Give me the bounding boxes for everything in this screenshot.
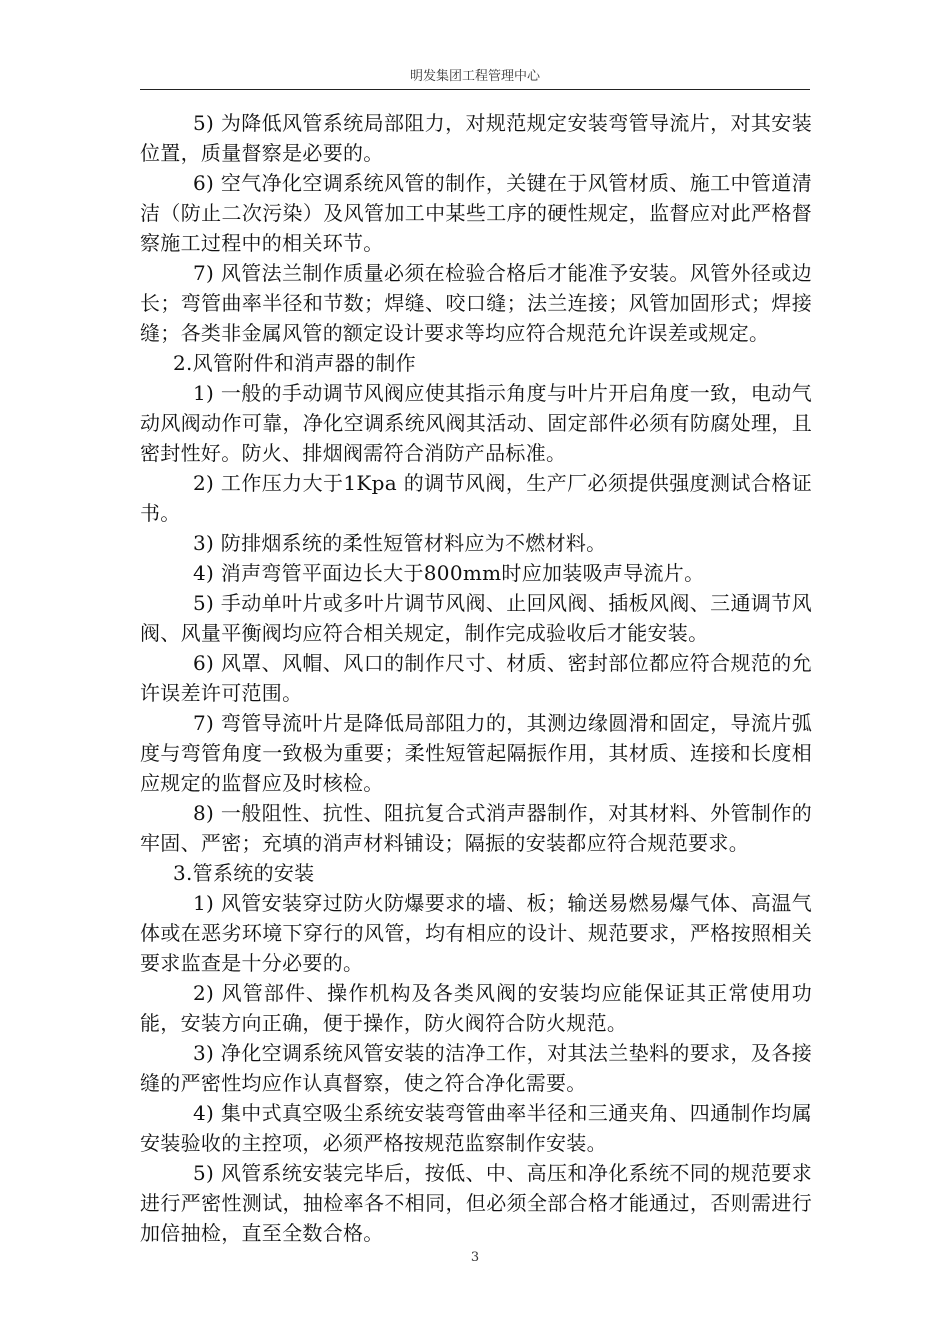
page-number: 3: [470, 1250, 480, 1265]
header-divider: [140, 89, 810, 90]
section-heading: 2.风管附件和消声器的制作: [173, 351, 416, 375]
paragraph: 5) 手动单叶片或多叶片调节风阀、止回风阀、插板风阀、三通调节风阀、风量平衡阀均应符合相关规定，制作完成验收后才能安装。: [140, 591, 812, 645]
paragraph: 1) 一般的手动调节风阀应使其指示角度与叶片开启角度一致，电动气动风阀动作可靠，净化空调系统风阀其活动、固定部件必须有防腐处理，且密封性好。防火、排烟阀需符合消防产品标准。: [140, 381, 812, 465]
paragraph: 2) 风管部件、操作机构及各类风阀的安装均应能保证其正常使用功能，安装方向正确，便于操作，防火阀符合防火规范。: [140, 981, 812, 1035]
paragraph: 6) 风罩、风帽、风口的制作尺寸、材质、密封部位都应符合规范的允许误差许可范围。: [140, 651, 812, 705]
page-header: 明发集团工程管理中心: [409, 69, 540, 84]
paragraph: 2) 工作压力大于1Kpa 的调节风阀，生产厂必须提供强度测试合格证书。: [140, 471, 812, 525]
paragraph: 8) 一般阻性、抗性、阻抗复合式消声器制作，对其材料、外管制作的牢固、严密；充填的消声材料铺设；隔振的安装都应符合规范要求。: [140, 801, 812, 855]
paragraph: 5) 风管系统安装完毕后，按低、中、高压和净化系统不同的规范要求进行严密性测试，抽检率各不相同，但必须全部合格才能通过，否则需进行加倍抽检，直至全数合格。: [140, 1161, 812, 1245]
paragraph: 3) 防排烟系统的柔性短管材料应为不燃材料。: [193, 531, 607, 555]
paragraph: 5) 为降低风管系统局部阻力，对规范规定安装弯管导流片，对其安装位置，质量督察是必要的。: [140, 111, 812, 165]
paragraph: 4) 集中式真空吸尘系统安装弯管曲率半径和三通夹角、四通制作均属安装验收的主控项，必须严格按规范监察制作安装。: [140, 1101, 812, 1155]
paragraph: 3) 净化空调系统风管安装的洁净工作，对其法兰垫料的要求，及各接缝的严密性均应作认真督察，使之符合净化需要。: [140, 1041, 812, 1095]
paragraph: 1) 风管安装穿过防火防爆要求的墙、板；输送易燃易爆气体、高温气体或在恶劣环境下穿行的风管，均有相应的设计、规范要求，严格按照相关要求监查是十分必要的。: [140, 891, 812, 975]
paragraph: 4) 消声弯管平面边长大于800mm时应加装吸声导流片。: [193, 561, 705, 585]
paragraph: 7) 弯管导流叶片是降低局部阻力的，其测边缘圆滑和固定，导流片弧度与弯管角度一致极为重要；柔性短管起隔振作用，其材质、连接和长度相应规定的监督应及时核检。: [140, 711, 812, 795]
paragraph: 6) 空气净化空调系统风管的制作，关键在于风管材质、施工中管道清洁（防止二次污染）及风管加工中某些工序的硬性规定，监督应对此严格督察施工过程中的相关环节。: [140, 171, 812, 255]
document-body: [140, 108, 812, 1248]
paragraph: 7) 风管法兰制作质量必须在检验合格后才能准予安装。风管外径或边长；弯管曲率半径和节数；焊缝、咬口缝；法兰连接；风管加固形式；焊接缝；各类非金属风管的额定设计要求等均应符合规范允许误差或规定。: [140, 261, 812, 345]
section-heading: 3.管系统的安装: [173, 861, 315, 885]
